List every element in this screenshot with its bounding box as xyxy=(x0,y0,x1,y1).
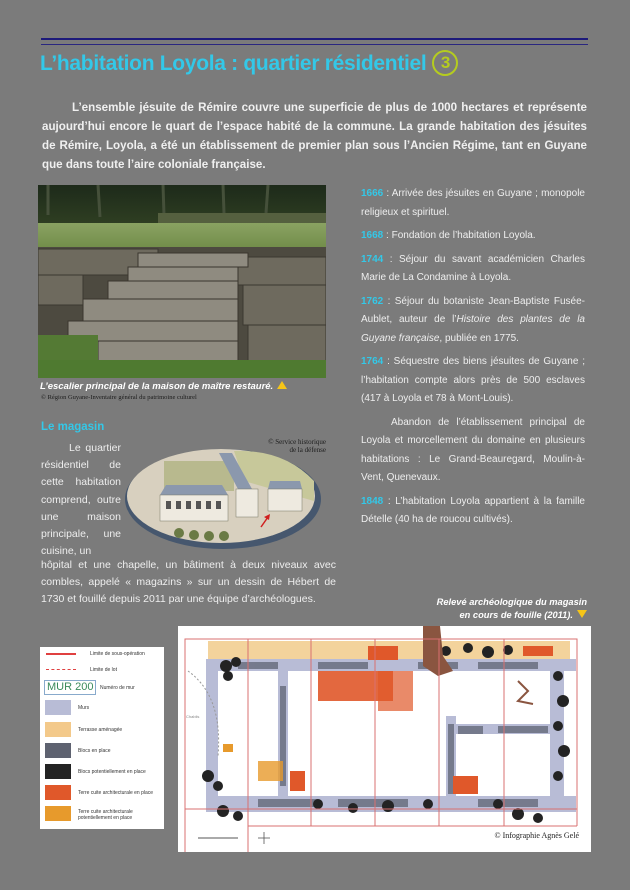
section-title-magasin: Le magasin xyxy=(41,421,105,433)
timeline-text: : Séjour du savant académicien Charles Marie de La Condamine à Loyola. xyxy=(361,253,585,283)
legend-swatch-blocs xyxy=(45,743,71,758)
timeline-year: 1764 xyxy=(361,356,384,367)
magasin-text-wrapped xyxy=(41,440,121,560)
page-title-text: L’habitation Loyola : quartier résidentiel xyxy=(40,52,427,75)
timeline-text: , publiée en 1775. xyxy=(439,332,519,344)
archaeological-plan xyxy=(178,626,591,852)
timeline-year: 1666 xyxy=(361,188,384,199)
legend-label: Blocs potentiellement en place xyxy=(78,769,146,775)
plan-legend xyxy=(40,647,164,829)
timeline-item xyxy=(361,293,585,349)
book-title: Histoire des plantes de la Guyane française xyxy=(361,314,585,344)
header-rule-top xyxy=(41,38,588,40)
timeline-year: 1668 xyxy=(361,230,384,241)
legend-label: Numéro de mur xyxy=(100,685,135,691)
legend-label: Terre cuite architecturale potentiellement en place xyxy=(78,809,133,821)
page-title xyxy=(40,50,458,76)
photo-credit: © Région Guyane-Inventaire général du patrimoine culturel xyxy=(41,394,197,401)
timeline-text: : Fondation de l’habitation Loyola. xyxy=(383,230,536,241)
triangle-down-icon xyxy=(577,610,587,618)
legend-swatch-murs xyxy=(45,700,71,715)
legend-label: Limite de lot xyxy=(90,667,117,673)
legend-label: Blocs en place xyxy=(78,748,111,754)
magasin-text-full: hôpital et une chapelle, un bâtiment à deux niveaux avec combles, appelé « magazins » sur un dessin de Hébert de 1730 et fouillé depuis 2011 par une équipe d’archéologues. xyxy=(41,559,336,606)
timeline-year: 1762 xyxy=(361,295,384,307)
legend-swatch-tca xyxy=(45,785,71,800)
legend-item xyxy=(46,669,76,670)
timeline-text: : Séquestre des biens jésuites de Guyane ; l’habitation compte alors près de 500 esclaves (417 à Loyola et 78 à Mont-Louis). xyxy=(361,356,585,404)
legend-swatch-terrasse xyxy=(45,722,71,737)
plan-credit: © Infographie Agnès Gelé xyxy=(494,831,579,840)
timeline-year: 1848 xyxy=(361,495,384,507)
staircase-illustration xyxy=(38,185,326,378)
timeline-text: : Arrivée des jésuites en Guyane ; monopole religieux et spirituel. xyxy=(361,188,585,218)
timeline-year: 1744 xyxy=(361,253,384,265)
timeline-item xyxy=(361,353,585,409)
timeline xyxy=(361,185,585,535)
staircase-photo xyxy=(38,185,326,378)
triangle-up-icon xyxy=(277,381,287,389)
section-number-badge: 3 xyxy=(432,50,458,76)
releve-caption-line2: en cours de fouille (2011). xyxy=(459,610,573,620)
legend-label: Terre cuite architecturale en place xyxy=(78,790,154,796)
timeline-text: : L’habitation Loyola appartient à la famille Dételle (40 ha de roucou cultivés). xyxy=(361,495,585,525)
releve-caption-line1: Relevé archéologique du magasin xyxy=(436,597,587,607)
legend-item xyxy=(44,680,96,695)
timeline-item xyxy=(361,414,585,488)
legend-swatch-tca-potentielle xyxy=(45,806,71,821)
timeline-text: Abandon de l’établissement principal de Loyola et morcellement du domaine en plusieurs habitations : Le Grand-Beauregard, Moulin-à-Vent, Quenevaux. xyxy=(361,416,585,483)
drawing-credit: © Service historique de la défense xyxy=(268,438,326,454)
legend-item xyxy=(46,653,76,655)
photo-caption-text: L’escalier principal de la maison de maître restauré. xyxy=(40,381,274,392)
chablis-label: Chablis xyxy=(186,714,200,719)
photo-caption xyxy=(40,381,287,392)
timeline-item xyxy=(361,493,585,530)
timeline-item xyxy=(361,227,585,246)
plan-drawing xyxy=(178,626,591,852)
legend-swatch-blocs-potentiels xyxy=(45,764,71,779)
magasin-text-part1: Le quartier résidentiel de cette habitation comprend, outre une maison principale, une cuisine, un xyxy=(41,442,121,558)
intro-paragraph: L’ensemble jésuite de Rémire couvre une superficie de plus de 1000 hectares et représente aujourd’hui encore le quart de l’espace habité de la commune. La grande habitation des jésuites de Rémire, Loyola, a été un établissement de premier plan sous l’Ancien Régime, tant en Guyane que dans toute l’aire coloniale française. xyxy=(42,101,587,171)
timeline-text: : Séjour du botaniste Jean-Baptiste Fusée-Aublet, auteur de l’ xyxy=(361,295,585,325)
releve-caption xyxy=(437,596,587,622)
wall-number-sample: MUR 200 xyxy=(47,681,94,693)
historic-drawing-illustration xyxy=(124,441,322,551)
legend-label: Murs xyxy=(78,705,90,711)
legend-label: Limite de sous-opération xyxy=(90,651,145,657)
legend-label: Terrasse aménagée xyxy=(78,727,123,733)
timeline-item xyxy=(361,251,585,288)
timeline-item xyxy=(361,185,585,222)
header-rule-bottom xyxy=(41,44,588,45)
hebert-drawing xyxy=(124,441,322,551)
